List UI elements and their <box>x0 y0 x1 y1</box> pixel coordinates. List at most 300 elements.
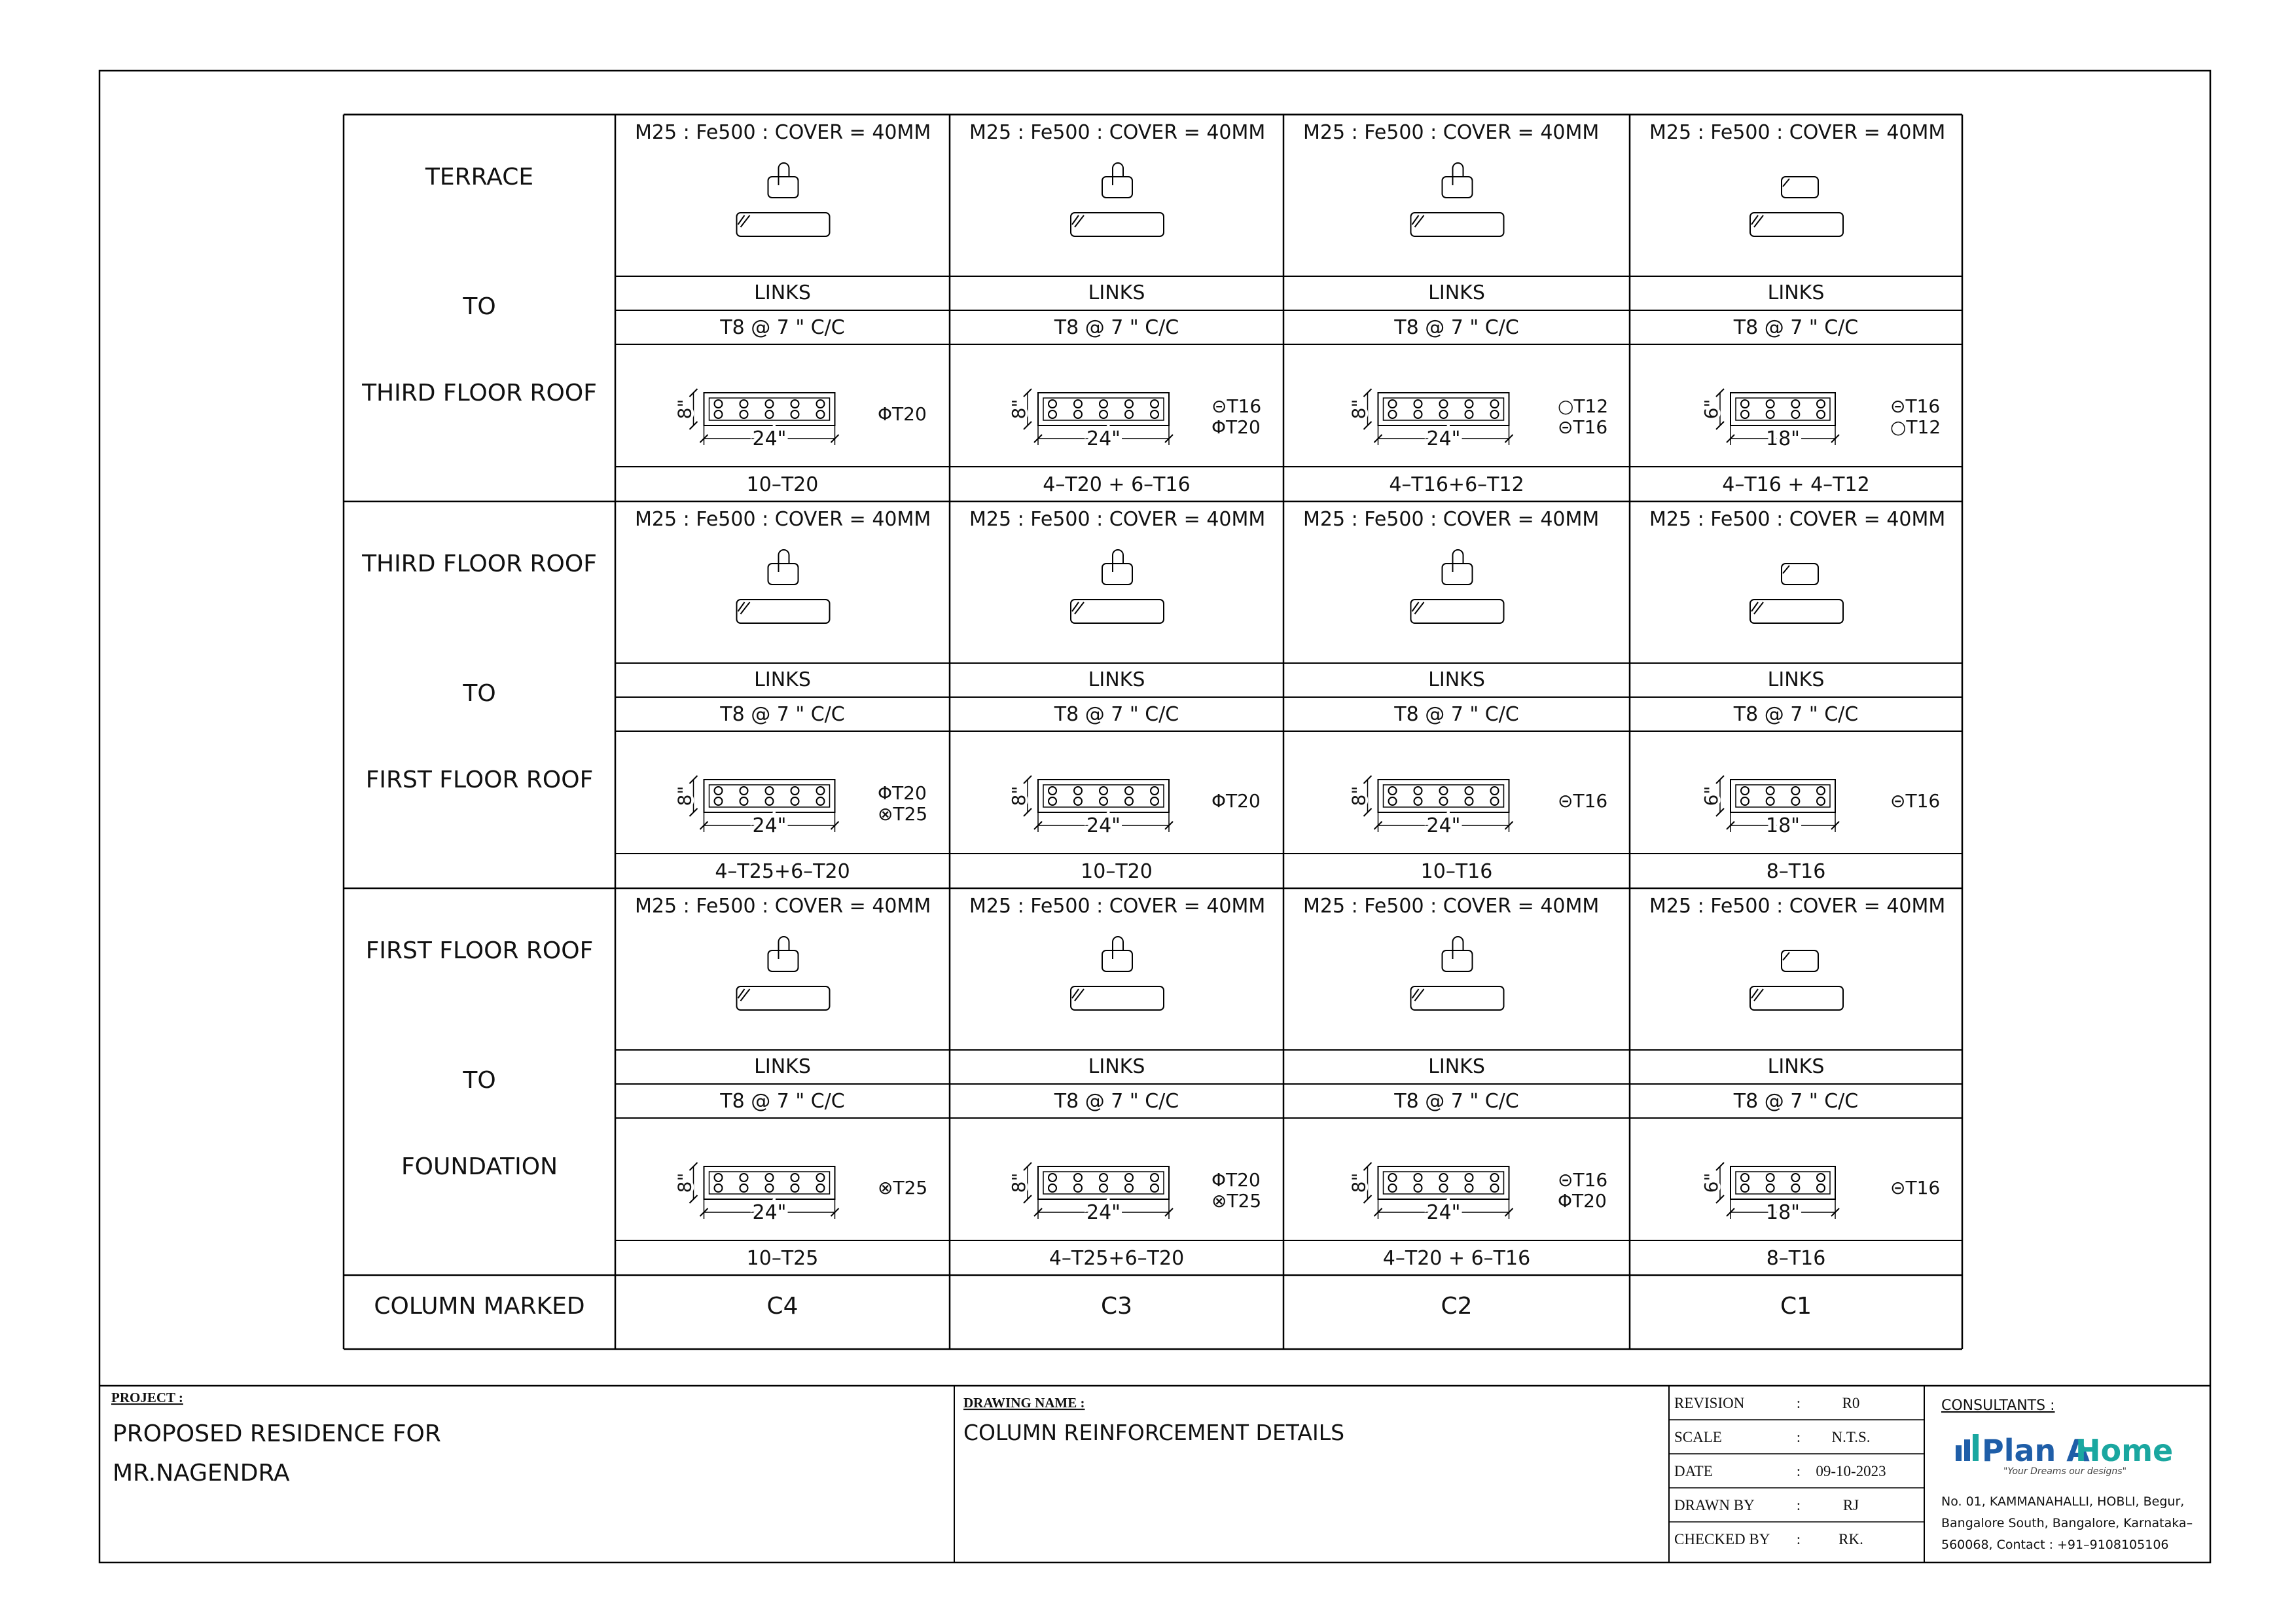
links-label: LINKS <box>1767 1055 1825 1078</box>
field-separator: : <box>1796 1429 1801 1445</box>
rebar-dot <box>1491 1184 1499 1192</box>
depth-dimension-label: 6" <box>1700 785 1722 806</box>
tie-hook <box>738 602 750 614</box>
range-label-top: THIRD FLOOR ROOF <box>362 550 597 577</box>
title-block-field-row <box>1674 1497 1859 1513</box>
rebar-dot <box>1767 787 1774 795</box>
rebar-dot <box>1414 1174 1422 1182</box>
rebar-dot <box>1791 797 1799 805</box>
link-inner-tie <box>1443 564 1473 585</box>
field-separator: : <box>1796 1463 1801 1479</box>
link-outer-tie <box>1411 213 1504 236</box>
bar-legend-item: ΦT20 <box>1558 1190 1607 1212</box>
rebar-dot <box>1414 410 1422 418</box>
column-mark: C4 <box>766 1293 798 1320</box>
link-shape-detail <box>1071 550 1164 623</box>
rebar-dot <box>1440 797 1448 805</box>
rebar-dot <box>791 1184 799 1192</box>
rebar-dot <box>1465 410 1473 418</box>
link-shape-detail <box>737 937 830 1010</box>
column-cross-section <box>1700 776 1839 837</box>
rebar-dot <box>1491 410 1499 418</box>
link-shape-detail <box>1750 564 1843 623</box>
rebar-dot <box>1767 1184 1774 1192</box>
rebar-dot <box>1791 787 1799 795</box>
link-inner-tie <box>768 950 798 971</box>
rebar-dot <box>766 410 774 418</box>
drawing-name: COLUMN REINFORCEMENT DETAILS <box>963 1420 1345 1445</box>
rebar-dot <box>1741 787 1749 795</box>
rebar-dot <box>1074 410 1082 418</box>
depth-dimension-label: 8" <box>673 399 696 420</box>
rebar-dot <box>1440 400 1448 408</box>
rebar-dot <box>1389 787 1397 795</box>
bar-legend-item: ⊗T25 <box>878 803 928 825</box>
depth-dimension-label: 8" <box>1008 1172 1030 1193</box>
rebar-dot <box>1389 410 1397 418</box>
width-dimension-label: 24" <box>1086 427 1121 450</box>
links-label: LINKS <box>1428 1055 1485 1078</box>
rebar-dot <box>766 1184 774 1192</box>
rebar-dot <box>791 1174 799 1182</box>
bar-legend-item: ⊝T16 <box>1890 1177 1941 1199</box>
width-dimension-label: 24" <box>1086 1201 1121 1224</box>
concrete-spec-label: M25 : Fe500 : COVER = 40MM <box>969 508 1266 531</box>
rebar-dot <box>1074 400 1082 408</box>
rebar-dot <box>1049 1174 1056 1182</box>
rebar-dot <box>715 787 723 795</box>
rebar-dot <box>1151 1174 1158 1182</box>
rebar-dot <box>715 1174 723 1182</box>
rebar-dot <box>1049 787 1056 795</box>
link-inner-tie <box>1102 950 1132 971</box>
link-outer-tie <box>737 213 830 236</box>
logo-word-plan-a: Plan A <box>1982 1433 2090 1468</box>
links-label: LINKS <box>1088 281 1145 304</box>
field-value: RK. <box>1839 1531 1863 1547</box>
rebar-dot <box>1074 1184 1082 1192</box>
rebar-dot <box>1741 410 1749 418</box>
tie-hook <box>1072 215 1084 227</box>
rebar-dot <box>1767 1174 1774 1182</box>
rebar-dot <box>1049 410 1056 418</box>
concrete-spec-label: M25 : Fe500 : COVER = 40MM <box>1303 895 1600 918</box>
link-shape-detail <box>1071 163 1164 236</box>
rebar-dot <box>817 787 825 795</box>
rebar-dot <box>1465 787 1473 795</box>
title-block-fields <box>1674 1395 1886 1547</box>
depth-dimension-label: 8" <box>673 1172 696 1193</box>
concrete-spec-label: M25 : Fe500 : COVER = 40MM <box>1649 508 1946 531</box>
rebar-dot <box>1389 797 1397 805</box>
width-dimension-label: 24" <box>752 1201 787 1224</box>
tie-hook <box>1412 602 1424 614</box>
rebar-dot <box>740 1184 748 1192</box>
concrete-spec-label: M25 : Fe500 : COVER = 40MM <box>969 121 1266 144</box>
rebar-dot <box>1767 410 1774 418</box>
bar-legend-item: ΦT20 <box>878 403 927 425</box>
reinforcement-bars-label: 4–T16 + 4–T12 <box>1722 473 1870 496</box>
rebar-dot <box>1491 400 1499 408</box>
link-spacing: T8 @ 7 " C/C <box>1054 703 1179 726</box>
rebar-dot <box>1414 400 1422 408</box>
reinforcement-bars-label: 8–T16 <box>1766 1247 1826 1270</box>
reinforcement-bars-label: 4–T25+6–T20 <box>1049 1247 1185 1270</box>
range-label-mid: TO <box>463 680 496 707</box>
field-label: CHECKED BY <box>1674 1531 1770 1547</box>
rebar-dot <box>1440 410 1448 418</box>
rebar-dot <box>1791 410 1799 418</box>
rebar-dot <box>1049 797 1056 805</box>
title-block <box>99 1386 2210 1562</box>
concrete-spec-label: M25 : Fe500 : COVER = 40MM <box>969 895 1266 918</box>
bar-legend-item: ⊝T16 <box>1558 416 1608 438</box>
tie-hook <box>738 989 750 1001</box>
rebar-dot <box>1125 410 1133 418</box>
link-spacing: T8 @ 7 " C/C <box>720 703 845 726</box>
rebar-dot <box>715 400 723 408</box>
range-label-mid: TO <box>463 293 496 320</box>
bar-legend-item: ΦT20 <box>1211 790 1261 812</box>
title-block-field-row <box>1674 1531 1863 1547</box>
rebar-dot <box>1465 797 1473 805</box>
link-shape-detail <box>1750 177 1843 236</box>
link-shape-detail <box>1750 950 1843 1010</box>
rebar-dot <box>1817 797 1825 805</box>
rebar-dot <box>817 797 825 805</box>
rebar-dot <box>1151 410 1158 418</box>
rebar-dot <box>740 787 748 795</box>
address-line-1: No. 01, KAMMANAHALLI, HOBLI, Begur, <box>1941 1494 2185 1509</box>
rebar-dot <box>1049 400 1056 408</box>
depth-dimension-label: 8" <box>1348 1172 1370 1193</box>
range-label-bottom: FOUNDATION <box>401 1153 558 1180</box>
rebar-dot <box>1791 1184 1799 1192</box>
title-block-field-row <box>1674 1463 1886 1479</box>
range-label-bottom: THIRD FLOOR ROOF <box>362 380 597 406</box>
links-label: LINKS <box>1428 668 1485 691</box>
rebar-dot <box>817 410 825 418</box>
rebar-dot <box>1465 400 1473 408</box>
rebar-dot <box>1465 1184 1473 1192</box>
rebar-dot <box>1151 1184 1158 1192</box>
link-spacing: T8 @ 7 " C/C <box>720 316 845 339</box>
width-dimension-label: 24" <box>1426 427 1461 450</box>
field-label: REVISION <box>1674 1395 1745 1411</box>
reinforcement-bars-label: 8–T16 <box>1766 860 1826 883</box>
rebar-dot <box>1741 1174 1749 1182</box>
column-mark: C3 <box>1100 1293 1133 1320</box>
rebar-dot <box>1100 1174 1107 1182</box>
link-shape-detail <box>1411 550 1504 623</box>
links-label: LINKS <box>1767 668 1825 691</box>
column-cross-section <box>1008 389 1173 450</box>
rebar-dot <box>1049 1184 1056 1192</box>
rebar-dot <box>1100 797 1107 805</box>
link-inner-tie <box>1782 564 1818 585</box>
rebar-dot <box>1389 1184 1397 1192</box>
link-outer-tie <box>1750 986 1843 1010</box>
tie-hook <box>1412 215 1424 227</box>
reinforcement-bars-label: 4–T16+6–T12 <box>1389 473 1524 496</box>
tie-hook <box>1751 215 1763 227</box>
concrete-spec-label: M25 : Fe500 : COVER = 40MM <box>635 508 931 531</box>
rebar-dot <box>1100 410 1107 418</box>
link-inner-tie <box>1782 950 1818 971</box>
column-mark: C1 <box>1780 1293 1812 1320</box>
rebar-dot <box>1151 787 1158 795</box>
stirrup-outline <box>1736 785 1830 807</box>
rebar-dot <box>715 1184 723 1192</box>
column-cross-section <box>674 1163 839 1224</box>
bar-legend-item: ⊝T16 <box>1890 395 1941 417</box>
width-dimension-label: 18" <box>1766 427 1800 450</box>
width-dimension-label: 18" <box>1766 1201 1800 1224</box>
depth-dimension-label: 8" <box>1008 785 1030 806</box>
link-outer-tie <box>1071 213 1164 236</box>
rebar-dot <box>1125 1184 1133 1192</box>
tie-hook <box>779 163 789 185</box>
tie-hook <box>1751 989 1763 1001</box>
column-cross-section <box>1348 389 1513 450</box>
bar-legend-item: ⊝T16 <box>1558 790 1608 812</box>
address-line-3: 560068, Contact : +91–9108105106 <box>1941 1538 2169 1552</box>
concrete-spec-label: M25 : Fe500 : COVER = 40MM <box>635 121 931 144</box>
range-label-bottom: FIRST FLOOR ROOF <box>365 767 594 793</box>
bar-legend-item: ⊝T16 <box>1211 395 1262 417</box>
rebar-dot <box>1151 797 1158 805</box>
reinforcement-bars-label: 10–T20 <box>1081 860 1153 883</box>
rebar-dot <box>1125 787 1133 795</box>
reinforcement-bars-label: 10–T16 <box>1420 860 1493 883</box>
rebar-dot <box>740 410 748 418</box>
field-label: DATE <box>1674 1463 1713 1479</box>
link-shape-detail <box>1411 937 1504 1010</box>
rebar-dot <box>791 410 799 418</box>
rebar-dot <box>1767 797 1774 805</box>
column-cross-section <box>1700 389 1839 450</box>
bar-legend-item: ΦT20 <box>878 782 927 804</box>
width-dimension-label: 24" <box>752 814 787 837</box>
reinforcement-bars-label: 4–T20 + 6–T16 <box>1043 473 1191 496</box>
field-value: N.T.S. <box>1831 1429 1871 1445</box>
project-heading: PROJECT : <box>111 1390 183 1405</box>
link-outer-tie <box>737 986 830 1010</box>
concrete-spec-label: M25 : Fe500 : COVER = 40MM <box>1303 121 1600 144</box>
concrete-spec-label: M25 : Fe500 : COVER = 40MM <box>635 895 931 918</box>
reinforcement-bars-label: 10–T25 <box>746 1247 819 1270</box>
links-label: LINKS <box>1088 668 1145 691</box>
depth-dimension-label: 8" <box>1348 785 1370 806</box>
rebar-dot <box>1074 1174 1082 1182</box>
stirrup-outline <box>1736 398 1830 420</box>
rebar-dot <box>791 797 799 805</box>
link-inner-tie <box>1443 950 1473 971</box>
rebar-dot <box>766 400 774 408</box>
rebar-dot <box>1741 1184 1749 1192</box>
rebar-dot <box>1791 400 1799 408</box>
tie-hook <box>1412 989 1424 1001</box>
rebar-dot <box>1791 1174 1799 1182</box>
stirrup-outline <box>1736 1172 1830 1194</box>
links-label: LINKS <box>754 668 811 691</box>
column-cross-section <box>1348 1163 1513 1224</box>
link-inner-tie <box>1102 564 1132 585</box>
field-value: RJ <box>1842 1497 1859 1513</box>
range-label-top: TERRACE <box>425 164 534 190</box>
link-inner-tie <box>1102 177 1132 198</box>
reinforcement-bars-label: 4–T25+6–T20 <box>715 860 850 883</box>
rebar-dot <box>1440 1184 1448 1192</box>
column-cross-section <box>674 389 839 450</box>
links-label: LINKS <box>1767 281 1825 304</box>
rebar-dot <box>1491 1174 1499 1182</box>
rebar-dot <box>1414 797 1422 805</box>
tie-hook <box>1453 937 1463 959</box>
depth-dimension-label: 8" <box>1008 399 1030 420</box>
column-cross-section <box>1008 1163 1173 1224</box>
rebar-dot <box>1817 1174 1825 1182</box>
width-dimension-label: 24" <box>1426 814 1461 837</box>
rebar-dot <box>1491 797 1499 805</box>
bar-legend-item: ΦT20 <box>1211 416 1261 438</box>
logo-word-home: Home <box>2075 1433 2174 1468</box>
field-separator: : <box>1796 1531 1801 1547</box>
link-shape-detail <box>1411 163 1504 236</box>
column-schedule-table <box>344 115 1962 1349</box>
rebar-dot <box>1741 400 1749 408</box>
tie-hook <box>1453 163 1463 185</box>
project-line-1: PROPOSED RESIDENCE FOR <box>113 1420 441 1447</box>
tie-hook <box>1783 179 1789 187</box>
rebar-dot <box>1125 797 1133 805</box>
link-inner-tie <box>1782 177 1818 198</box>
depth-dimension-label: 6" <box>1700 399 1722 420</box>
rebar-dot <box>1125 400 1133 408</box>
address-line-2: Bangalore South, Bangalore, Karnataka– <box>1941 1516 2193 1530</box>
link-spacing: T8 @ 7 " C/C <box>1733 316 1859 339</box>
link-spacing: T8 @ 7 " C/C <box>1394 703 1519 726</box>
column-cross-section <box>1348 776 1513 837</box>
link-inner-tie <box>1443 177 1473 198</box>
rebar-dot <box>1100 787 1107 795</box>
rebar-dot <box>791 400 799 408</box>
link-shape-detail <box>1071 937 1164 1010</box>
link-spacing: T8 @ 7 " C/C <box>1054 316 1179 339</box>
bar-legend-item: ⊝T16 <box>1558 1169 1608 1191</box>
link-spacing: T8 @ 7 " C/C <box>1733 703 1859 726</box>
rebar-dot <box>766 797 774 805</box>
rebar-dot <box>1465 1174 1473 1182</box>
tie-hook <box>779 937 789 959</box>
rebar-dot <box>715 410 723 418</box>
field-separator: : <box>1796 1497 1801 1513</box>
title-block-field-row <box>1674 1395 1859 1411</box>
tie-hook <box>1453 550 1463 572</box>
tie-hook <box>1072 989 1084 1001</box>
depth-dimension-label: 8" <box>1348 399 1370 420</box>
field-label: DRAWN BY <box>1674 1497 1755 1513</box>
link-shape-detail <box>737 550 830 623</box>
rebar-dot <box>715 797 723 805</box>
links-label: LINKS <box>1088 1055 1145 1078</box>
rebar-dot <box>1767 400 1774 408</box>
link-outer-tie <box>1071 600 1164 623</box>
rebar-dot <box>740 1174 748 1182</box>
tie-hook <box>1113 937 1123 959</box>
column-cross-section <box>1700 1163 1839 1224</box>
bar-legend-item: ⊗T25 <box>1211 1190 1262 1212</box>
rebar-dot <box>1100 400 1107 408</box>
width-dimension-label: 24" <box>1086 814 1121 837</box>
tie-hook <box>1751 602 1763 614</box>
rebar-dot <box>1817 410 1825 418</box>
reinforcement-bars-label: 10–T20 <box>746 473 819 496</box>
tie-hook <box>1783 566 1789 573</box>
rebar-dot <box>1125 1174 1133 1182</box>
width-dimension-label: 24" <box>1426 1201 1461 1224</box>
rebar-dot <box>766 787 774 795</box>
link-inner-tie <box>768 564 798 585</box>
link-spacing: T8 @ 7 " C/C <box>1733 1090 1859 1113</box>
link-outer-tie <box>1750 600 1843 623</box>
range-label-top: FIRST FLOOR ROOF <box>365 937 594 964</box>
tie-hook <box>1113 550 1123 572</box>
tie-hook <box>1113 163 1123 185</box>
rebar-dot <box>1414 1184 1422 1192</box>
link-shape-detail <box>737 163 830 236</box>
concrete-spec-label: M25 : Fe500 : COVER = 40MM <box>1649 895 1946 918</box>
column-mark: C2 <box>1441 1293 1473 1320</box>
drawing-name-heading: DRAWING NAME : <box>963 1395 1085 1411</box>
project-line-2: MR.NAGENDRA <box>113 1460 290 1487</box>
link-outer-tie <box>1750 213 1843 236</box>
bar-legend-item: ⊝T16 <box>1890 790 1941 812</box>
tie-hook <box>1783 952 1789 960</box>
tie-hook <box>1072 602 1084 614</box>
sheet-border <box>99 71 2210 1562</box>
link-outer-tie <box>737 600 830 623</box>
rebar-dot <box>1817 1184 1825 1192</box>
rebar-dot <box>740 400 748 408</box>
links-label: LINKS <box>754 281 811 304</box>
rebar-dot <box>791 787 799 795</box>
range-label-mid: TO <box>463 1067 496 1094</box>
field-separator: : <box>1796 1395 1801 1411</box>
rebar-dot <box>766 1174 774 1182</box>
links-label: LINKS <box>1428 281 1485 304</box>
link-outer-tie <box>1411 986 1504 1010</box>
rebar-dot <box>1389 400 1397 408</box>
bar-legend-item: ○T12 <box>1890 416 1941 438</box>
rebar-dot <box>1440 787 1448 795</box>
column-cross-section <box>1008 776 1173 837</box>
link-spacing: T8 @ 7 " C/C <box>1394 1090 1519 1113</box>
house-logo-icon <box>1956 1434 1979 1461</box>
rebar-dot <box>817 1174 825 1182</box>
links-label: LINKS <box>754 1055 811 1078</box>
link-spacing: T8 @ 7 " C/C <box>1394 316 1519 339</box>
logo-tagline: "Your Dreams our designs" <box>2003 1466 2127 1477</box>
rebar-dot <box>1151 400 1158 408</box>
rebar-dot <box>1414 787 1422 795</box>
bar-legend-item: ○T12 <box>1558 395 1609 417</box>
depth-dimension-label: 8" <box>673 785 696 806</box>
link-spacing: T8 @ 7 " C/C <box>720 1090 845 1113</box>
rebar-dot <box>817 400 825 408</box>
link-outer-tie <box>1411 600 1504 623</box>
rebar-dot <box>740 797 748 805</box>
